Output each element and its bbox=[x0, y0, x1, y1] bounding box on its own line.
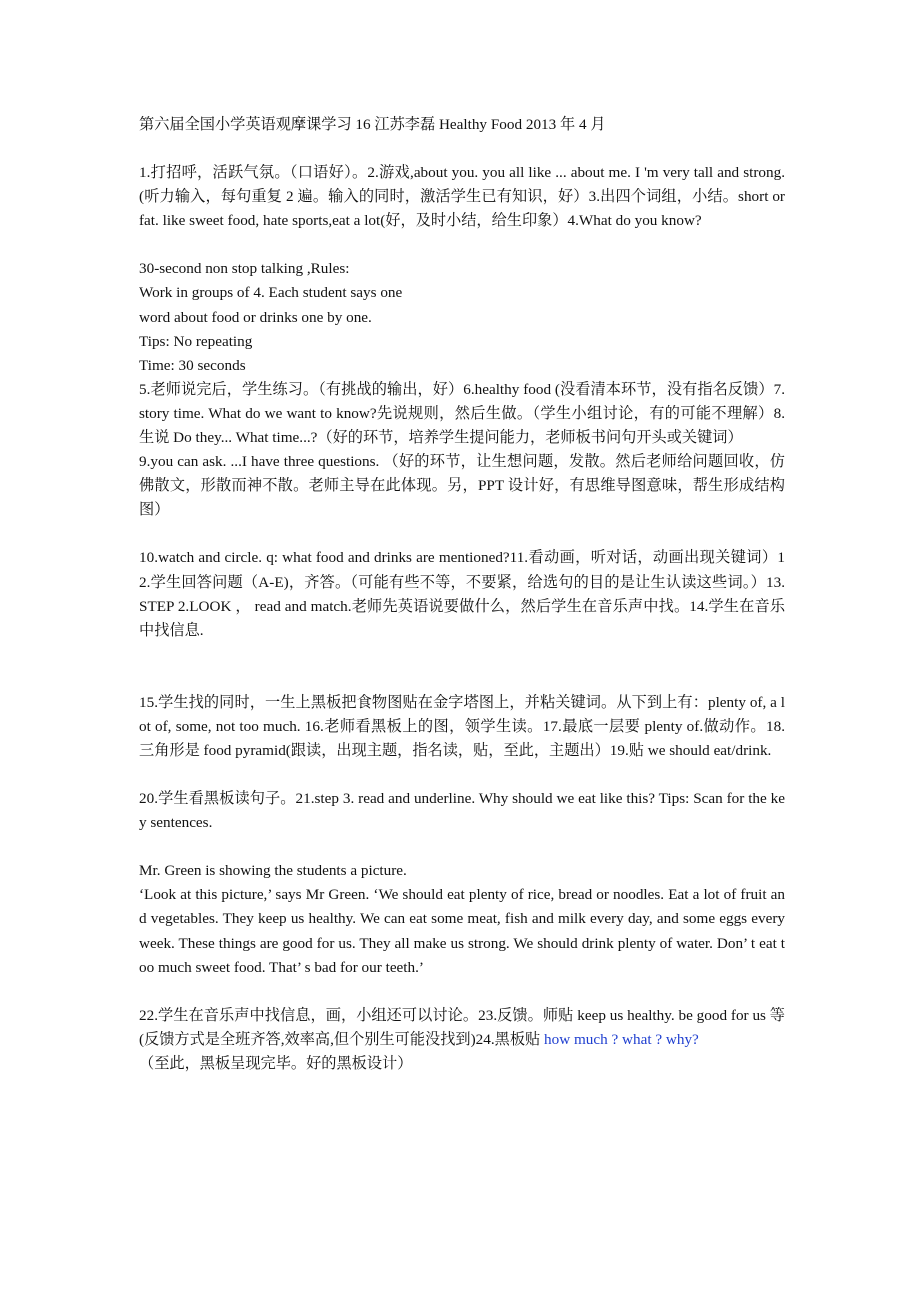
rules-block bbox=[139, 257, 785, 377]
paragraph-4: 10.watch and circle. q: what food and drinks are mentioned?11.看动画，听对话，动画出现关键词）12.学生回答问题（A-E)，齐答。（可能有些不等，不要紧，给选句的目的是让生认读这些词。）13. STEP 2.LOOK ， read and match.老师先英语说要做什么，然后学生在音乐声中找。14.学生在音乐中找信息. bbox=[139, 549, 785, 639]
paragraph-2: 5.老师说完后，学生练习。（有挑战的输出，好）6.healthy food (没看清本环节，没有指名反馈）7.story time. What do we want to know?先说规则，然后生做。（学生小组讨论，有的可能不理解）8.生说 Do they... What time...?（好的环节，培养学生提问能力，老师板书问句开头或关键词） bbox=[139, 380, 785, 447]
paragraph-7 bbox=[139, 1004, 785, 1076]
paragraph-5: 15.学生找的同时，一生上黑板把食物图贴在金字塔图上，并粘关键词。从下到上有：plenty of, a lot of, some, not too much. 16.老师看黑板上的图，领学生读。17.最底一层要 plenty of.做动作。18.三角形是 food pyramid(跟读，出现主题，指名读，贴，至此，主题出）19.贴 we should eat/drink. bbox=[139, 693, 785, 759]
rules-line-3: word about food or drinks one by one. bbox=[139, 308, 372, 326]
paragraph-7-end: （至此，黑板呈现完毕。好的黑板设计） bbox=[139, 1054, 413, 1072]
story-text: ‘Look at this picture,’ says Mr Green. ‘We should eat plenty of rice, bread or noodles. Eat a lot of fruit and vegetables. They keep us healthy. We can eat some meat, fish and milk every day, and some eggs every week. These things are good for us. They all make us strong. We should drink plenty of water. Don’ t eat too much sweet food. That’ s bad for our teeth.’ bbox=[139, 886, 785, 976]
paragraph-7-start: 22.学生在音乐声中找信息，画，小组还可以讨论。23.反馈。师贴 keep us healthy. be good for us 等(反馈方式是全班齐答,效率高,但个别生可能没找到)24.黑板贴 bbox=[139, 1006, 785, 1048]
rules-line-4: Tips: No repeating bbox=[139, 332, 253, 350]
document-body bbox=[139, 113, 785, 1076]
blue-highlight-text: how much ? what ? why? bbox=[544, 1030, 699, 1048]
rules-line-2: Work in groups of 4. Each student says one bbox=[139, 284, 403, 302]
document-title: 第六届全国小学英语观摩课学习 16 江苏李磊 Healthy Food 2013 年 4 月 bbox=[139, 116, 606, 133]
rules-line-5: Time: 30 seconds bbox=[139, 356, 246, 374]
rules-line-1: 30-second non stop talking ,Rules: bbox=[139, 260, 350, 278]
paragraph-1: 1.打招呼，活跃气氛。（口语好）。2.游戏,about you. you all like ... about me. I 'm very tall and strong. (听力输入，每句重复 2 遍。输入的同时，激活学生已有知识，好）3.出四个词组，小结。short or fat. like sweet food, hate sports,eat a lot(好，及时小结，给生印象）4.What do you know? bbox=[139, 164, 785, 230]
paragraph-3: 9.you can ask. ...I have three questions. （好的环节，让生想问题，发散。然后老师给问题回收，仿佛散文，形散而神不散。老师主导在此体现。另，PPT 设计好，有思维导图意味，帮生形成结构图） bbox=[139, 453, 785, 519]
story-intro: Mr. Green is showing the students a picture. bbox=[139, 862, 407, 880]
paragraph-6: 20.学生看黑板读句子。21.step 3. read and underline. Why should we eat like this? Tips: Scan for the key sentences. bbox=[139, 790, 785, 832]
